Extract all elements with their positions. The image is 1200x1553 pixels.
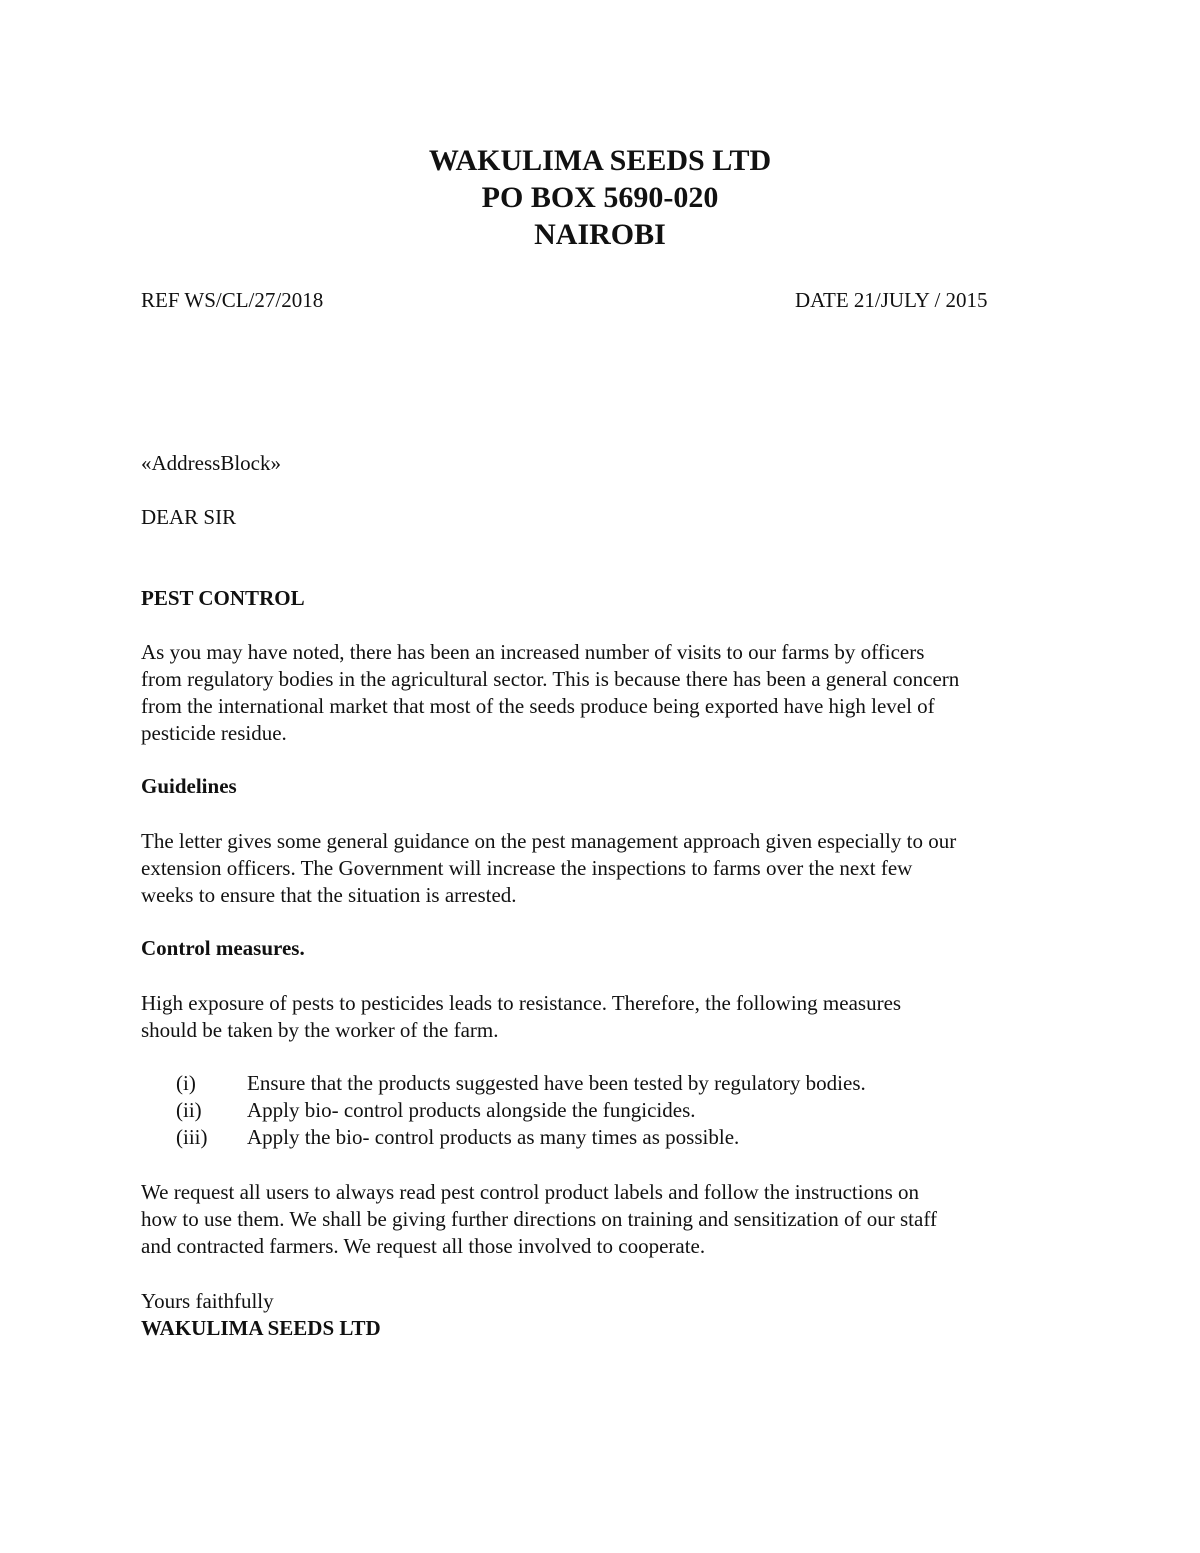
intro-paragraph [141, 639, 1071, 747]
paragraph-line: from the international market that most of the seeds produce being exported have high level of [141, 694, 935, 718]
paragraph-line: pesticide residue. [141, 721, 287, 745]
signature-company: WAKULIMA SEEDS LTD [141, 1316, 381, 1340]
request-paragraph [141, 1179, 1071, 1260]
reference-number: REF WS/CL/27/2018 [141, 288, 324, 312]
address-block: «AddressBlock» [141, 451, 281, 475]
city: NAIROBI [534, 218, 666, 251]
list-item [176, 1124, 1076, 1151]
letter-date: DATE 21/JULY / 2015 [795, 288, 988, 312]
list-item [176, 1097, 1076, 1124]
guidelines-heading: Guidelines [141, 774, 237, 798]
guidelines-paragraph [141, 828, 1071, 909]
letterhead [0, 142, 1200, 253]
list-text: Apply the bio- control products as many times as possible. [247, 1125, 740, 1149]
subject-heading: PEST CONTROL [141, 586, 305, 610]
paragraph-line: how to use them. We shall be giving further directions on training and sensitization of our staff [141, 1207, 937, 1231]
company-name: WAKULIMA SEEDS LTD [428, 144, 772, 177]
paragraph-line: extension officers. The Government will increase the inspections to farms over the next few [141, 856, 913, 880]
list-number: (i) [176, 1071, 196, 1095]
paragraph-line: should be taken by the worker of the farm. [141, 1018, 499, 1042]
list-item [176, 1070, 1076, 1097]
list-text: Apply bio- control products alongside the fungicides. [247, 1098, 696, 1122]
paragraph-line: from regulatory bodies in the agricultural sector. This is because there has been a general concern [141, 667, 960, 691]
paragraph-line: We request all users to always read pest control product labels and follow the instructions on [141, 1180, 920, 1204]
paragraph-line: As you may have noted, there has been an increased number of visits to our farms by officers [141, 640, 925, 664]
control-paragraph [141, 990, 1071, 1044]
measures-list [176, 1070, 1076, 1151]
paragraph-line: High exposure of pests to pesticides leads to resistance. Therefore, the following measures [141, 991, 902, 1015]
paragraph-line: The letter gives some general guidance on the pest management approach given especially to our [141, 829, 957, 853]
paragraph-line: and contracted farmers. We request all those involved to cooperate. [141, 1234, 706, 1258]
salutation: DEAR SIR [141, 505, 237, 529]
list-number: (iii) [176, 1125, 208, 1149]
po-box: PO BOX 5690-020 [481, 181, 719, 214]
closing: Yours faithfully [141, 1289, 274, 1313]
list-text: Ensure that the products suggested have been tested by regulatory bodies. [247, 1071, 866, 1095]
control-measures-heading: Control measures. [141, 936, 305, 960]
list-number: (ii) [176, 1098, 202, 1122]
paragraph-line: weeks to ensure that the situation is arrested. [141, 883, 517, 907]
